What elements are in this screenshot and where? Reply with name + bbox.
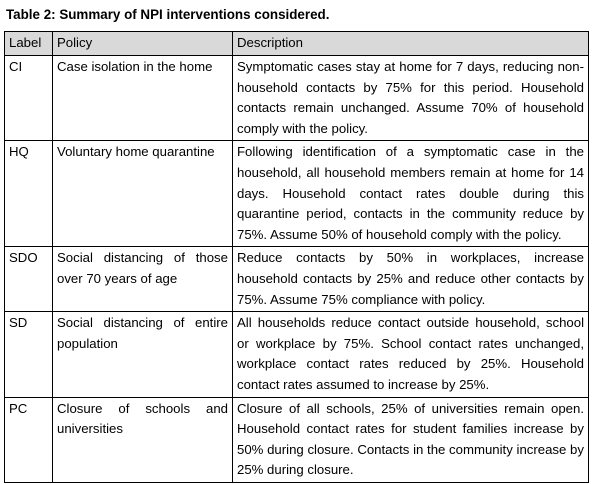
cell-description: Closure of all schools, 25% of universities remain open. Household contact rates for student families increase by 50% during closure. Contacts in the community increase by 25% during closure. (233, 397, 589, 482)
cell-policy: Social distancing of those over 70 years of age (53, 247, 233, 312)
table-row (5, 56, 589, 141)
cell-description: Symptomatic cases stay at home for 7 days, reducing non-household contacts by 75% for this period. Household contacts remain unchanged. Assume 70% of household comply with the policy. (233, 56, 589, 141)
table-caption: Table 2: Summary of NPI interventions considered. (6, 7, 330, 22)
table-row (5, 141, 589, 247)
column-header-description: Description (233, 32, 589, 56)
cell-description: Reduce contacts by 50% in workplaces, increase household contacts by 25% and reduce other contacts by 75%. Assume 75% compliance with policy. (233, 247, 589, 312)
cell-description: Following identification of a symptomatic case in the household, all household members remain at home for 14 days. Household contact rates double during this quarantine period, contacts in the community reduce by 75%. Assume 50% of household comply with the policy. (233, 141, 589, 247)
table-header-row (5, 32, 589, 56)
cell-description: All households reduce contact outside household, school or workplace by 75%. School contact rates unchanged, workplace contact rates reduced by 25%. Household contact rates assumed to increase by 25%. (233, 312, 589, 397)
cell-label: HQ (5, 141, 53, 247)
column-header-policy: Policy (53, 32, 233, 56)
cell-label: CI (5, 56, 53, 141)
table-row (5, 312, 589, 397)
table-row (5, 397, 589, 482)
cell-policy: Social distancing of entire population (53, 312, 233, 397)
cell-label: PC (5, 397, 53, 482)
column-header-label: Label (5, 32, 53, 56)
cell-policy: Closure of schools and universities (53, 397, 233, 482)
cell-label: SD (5, 312, 53, 397)
cell-policy: Case isolation in the home (53, 56, 233, 141)
cell-label: SDO (5, 247, 53, 312)
cell-policy: Voluntary home quarantine (53, 141, 233, 247)
npi-interventions-table (4, 31, 589, 483)
table-row (5, 247, 589, 312)
